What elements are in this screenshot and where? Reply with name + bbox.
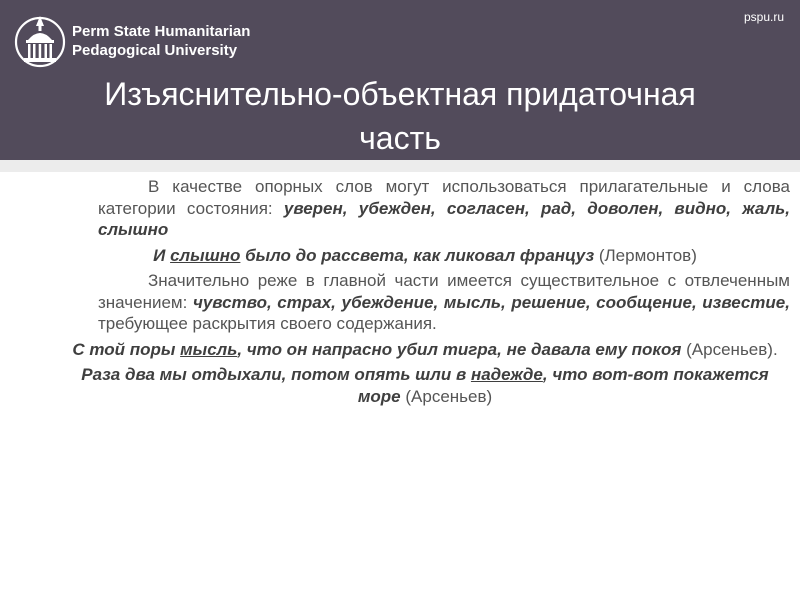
example-lermontov-post: было до рассвета, как ликовал француз [240, 245, 595, 265]
site-url: pspu.ru [743, 10, 784, 24]
example-lermontov [60, 245, 790, 267]
university-name-line2: Pedagogical University [72, 42, 238, 59]
slide-title-line2: часть [359, 120, 441, 156]
example-lermontov-underlined: слышно [170, 245, 241, 265]
slide-title-line1: Изъяснительно-объектная придаточная [104, 76, 696, 112]
paragraph-nouns-text: Значительно реже в главной части имеется существительное с отвлеченным значением: [98, 271, 790, 312]
paragraph-nouns-emphasis: чувство, страх, убеждение, мысль, решение, сообщение, известие, [192, 292, 790, 312]
example-lermontov-pre: И [153, 245, 171, 265]
slide-title [40, 72, 760, 160]
paragraph-adjectives [60, 176, 790, 241]
slide-header [0, 0, 800, 160]
example-sea-source: (Арсеньев) [400, 386, 493, 406]
example-tiger-post: , что он напрасно убил тигра, не давала ему покоя [237, 339, 682, 359]
example-sea-post: , что вот-вот покажется море [357, 365, 769, 406]
paragraph-nouns-tail: требующее раскрытия своего содержания. [98, 314, 437, 333]
example-tiger-underlined: мысль [180, 339, 238, 359]
example-lermontov-source: (Лермонтов) [594, 245, 697, 265]
university-building-logo-icon [14, 12, 66, 70]
paragraph-nouns [60, 270, 790, 335]
example-arsenyev-tiger [60, 339, 790, 361]
paragraph-adjectives-text: В качестве опорных слов могут использоваться прилагательные и слова категории состояния: [98, 177, 790, 218]
university-name-line1: Perm State Humanitarian [72, 23, 251, 40]
paragraph-adjectives-emphasis: уверен, убежден, согласен, рад, доволен, видно, жаль, слышно [98, 198, 790, 239]
example-tiger-pre: С той поры [72, 339, 181, 359]
example-sea-underlined: надежде [470, 365, 543, 384]
slide-body [60, 176, 790, 407]
example-arsenyev-sea [60, 364, 790, 407]
university-name [72, 22, 250, 60]
header-divider-band [0, 160, 800, 172]
example-sea-pre: Раза два мы отдыхали, потом опять шли в [81, 365, 471, 384]
example-tiger-source: (Арсеньев). [681, 339, 778, 359]
